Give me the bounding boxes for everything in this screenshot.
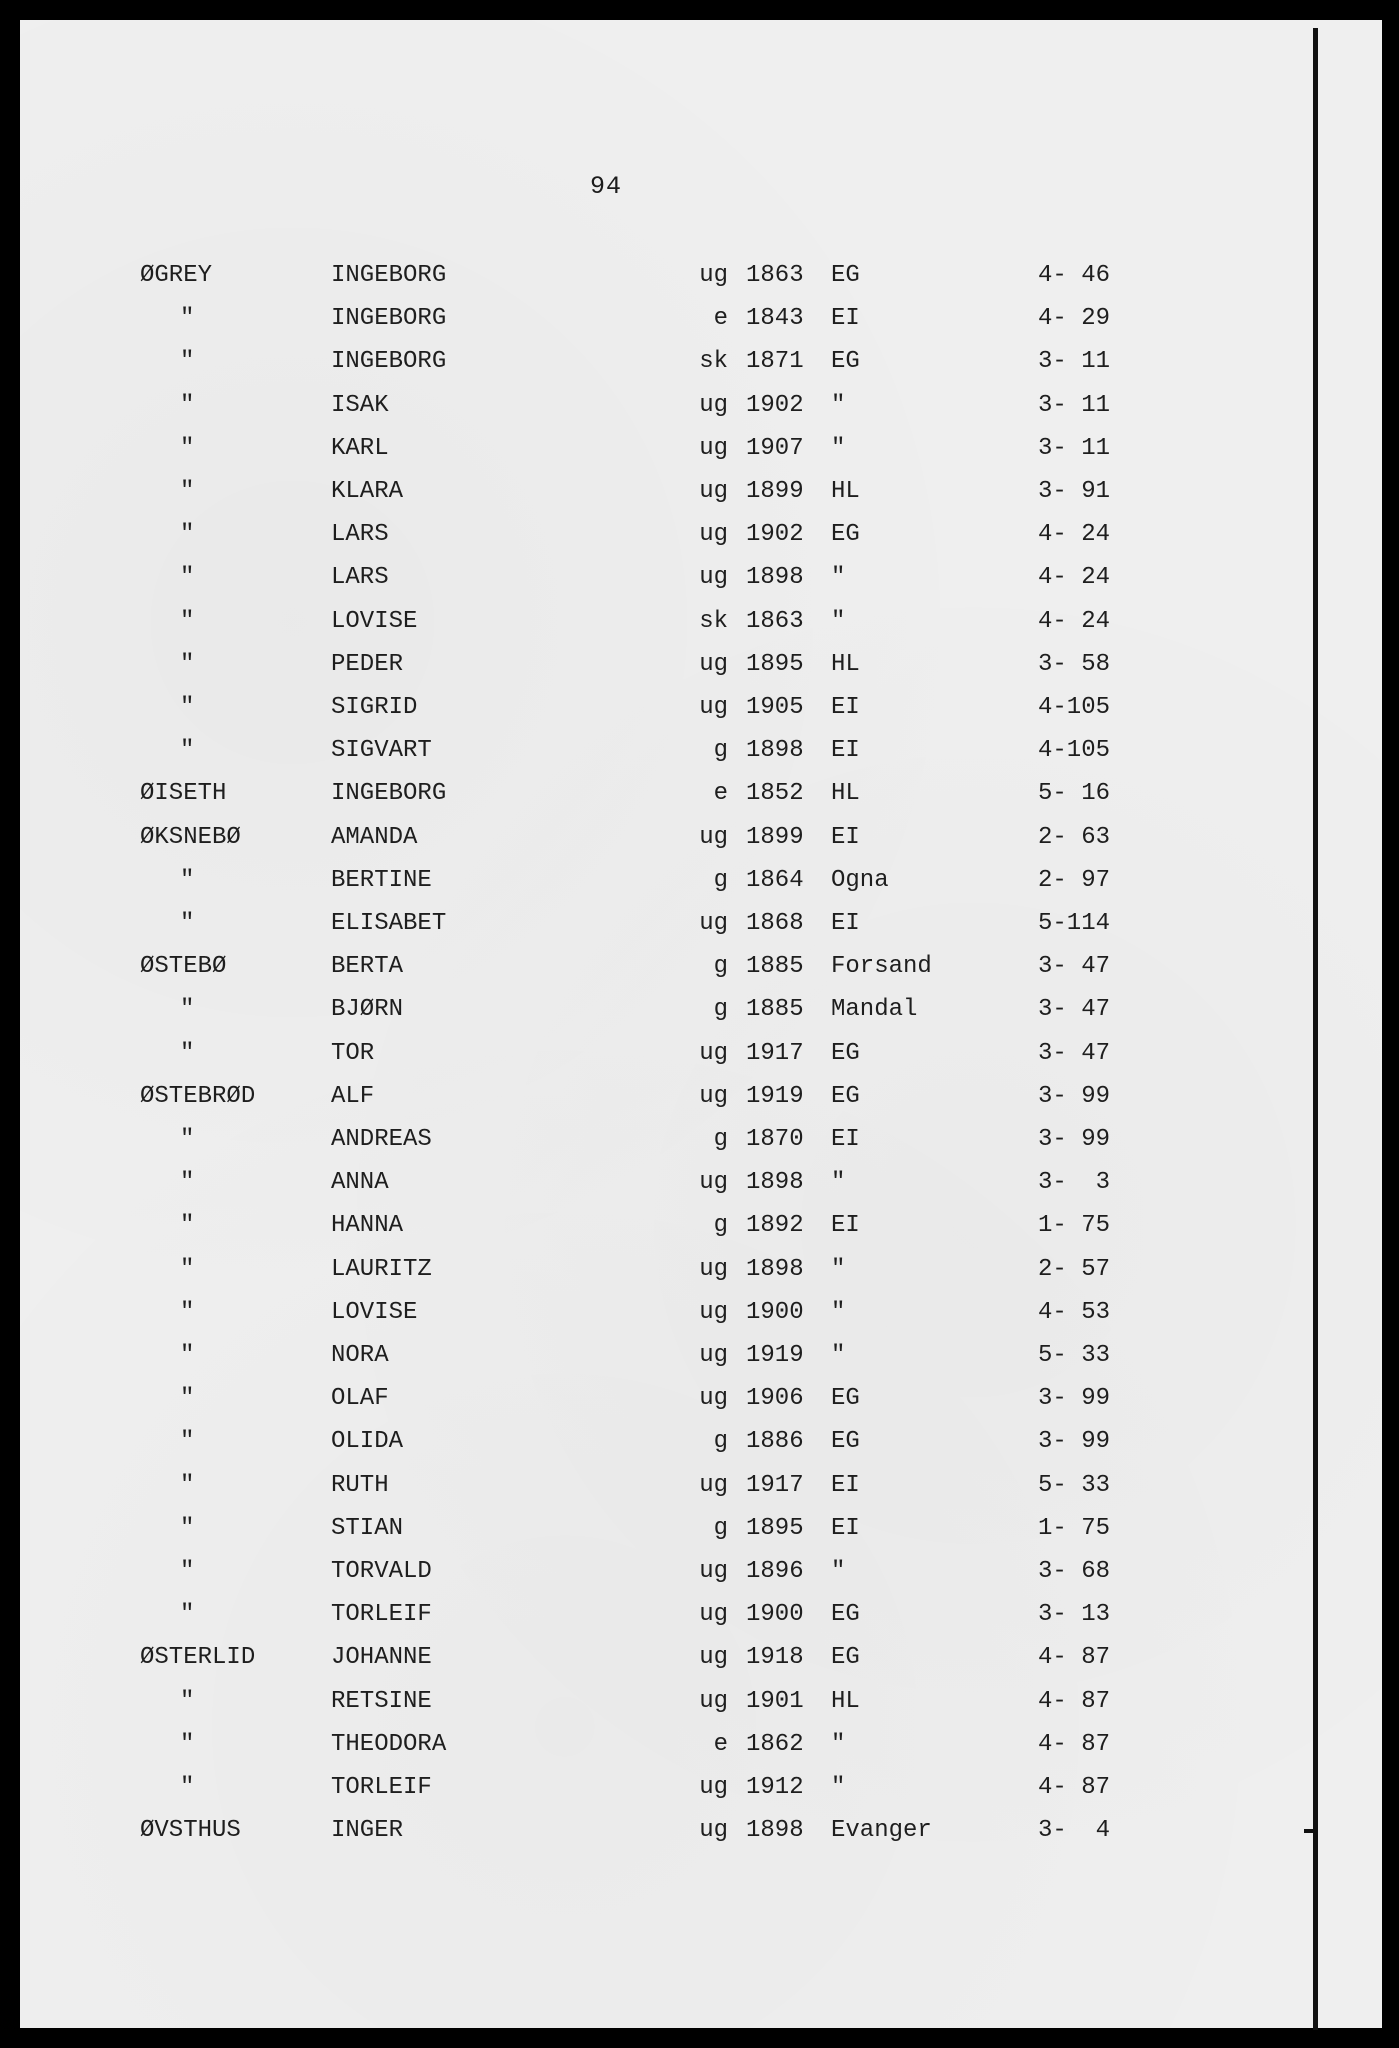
reference-cell: 3- 11 [1037,434,1110,462]
status-cell: ug [699,910,728,937]
reference-cell: 4- 87 [1037,1774,1110,1801]
given-name-cell: PEDER [331,650,404,678]
reference-cell: 4- 24 [1037,521,1110,549]
year-cell: 1912 [746,1774,804,1801]
given-name-cell: OLIDA [331,1428,404,1456]
given-name-cell: ISAK [331,391,389,419]
surname-ditto-mark: " [180,1514,195,1542]
status-cell: ug [699,1817,728,1845]
status-cell: g [713,737,728,765]
status-cell: ug [699,1039,728,1067]
year-cell: 1895 [746,650,804,678]
reference-cell: 5-114 [1037,910,1110,937]
surname-cell: ØVSTHUS [140,1817,241,1845]
place-cell: " [831,1730,846,1758]
year-cell: 1917 [746,1039,804,1067]
surname-ditto-mark: " [180,866,195,894]
status-cell: ug [699,564,728,592]
given-name-cell: ANDREAS [331,1126,432,1153]
surname-ditto-mark: " [180,1601,195,1629]
reference-cell: 1- 75 [1037,1212,1110,1240]
reference-cell: 3- 91 [1037,478,1110,505]
surname-ditto-mark: " [180,1126,195,1153]
surname-ditto-mark: " [180,348,195,376]
given-name-cell: OLAF [331,1385,389,1413]
reference-cell: 3- 47 [1037,996,1110,1024]
place-cell: HL [831,1687,860,1715]
place-cell: EG [831,1601,860,1629]
status-cell: e [713,1730,728,1758]
place-cell: HL [831,478,860,505]
status-cell: ug [699,1169,728,1197]
year-cell: 1885 [746,996,804,1024]
status-cell: sk [699,607,728,635]
surname-ditto-mark: " [180,996,195,1024]
place-cell: HL [831,650,860,678]
surname-ditto-mark: " [180,521,195,549]
place-cell: Ogna [831,866,889,894]
surname-ditto-mark: " [180,1298,195,1326]
given-name-cell: SIGRID [331,694,418,721]
surname-ditto-mark: " [180,1471,195,1499]
place-cell: Evanger [831,1817,932,1845]
place-cell: EG [831,348,860,376]
given-name-cell: STIAN [331,1514,404,1542]
status-cell: e [713,305,728,333]
place-cell: EI [831,305,860,333]
surname-ditto-mark: " [180,1342,195,1369]
reference-cell: 4- 24 [1037,564,1110,592]
year-cell: 1892 [746,1212,804,1240]
status-cell: ug [699,1471,728,1499]
place-cell: EG [831,1385,860,1413]
surname-ditto-mark: " [180,1558,195,1585]
surname-ditto-mark: " [180,1212,195,1240]
reference-cell: 4- 29 [1037,305,1110,333]
year-cell: 1898 [746,1169,804,1197]
surname-cell: ØSTEBRØD [140,1082,256,1110]
surname-ditto-mark: " [180,434,195,462]
year-cell: 1868 [746,910,804,937]
surname-ditto-mark: " [180,1255,195,1283]
place-cell: Mandal [831,996,918,1024]
year-cell: 1864 [746,866,804,894]
place-cell: EI [831,1514,860,1542]
surname-ditto-mark: " [180,1385,195,1413]
reference-cell: 4- 87 [1037,1644,1110,1672]
place-cell: EG [831,521,860,549]
reference-cell: 3- 47 [1037,953,1110,981]
given-name-cell: TORLEIF [331,1601,432,1629]
year-cell: 1902 [746,391,804,419]
surname-ditto-mark: " [180,305,195,333]
given-name-cell: ALF [331,1082,375,1110]
surname-ditto-mark: " [180,607,195,635]
status-cell: ug [699,521,728,549]
given-name-cell: ANNA [331,1169,389,1197]
surname-ditto-mark: " [180,910,195,937]
surname-ditto-mark: " [180,1687,195,1715]
surname-ditto-mark: " [180,564,195,592]
place-cell: EI [831,823,860,851]
year-cell: 1863 [746,607,804,635]
place-cell: " [831,1298,846,1326]
year-cell: 1862 [746,1730,804,1758]
year-cell: 1905 [746,694,804,721]
year-cell: 1899 [746,478,804,505]
given-name-cell: TORVALD [331,1558,432,1585]
surname-ditto-mark: " [180,391,195,419]
year-cell: 1901 [746,1687,804,1715]
place-cell: EI [831,910,860,937]
place-cell: EG [831,1039,860,1067]
page-number: 94 [590,172,623,201]
place-cell: " [831,1342,846,1369]
scan-edge-line [1313,28,1318,2030]
place-cell: " [831,564,846,592]
scan-edge-tick [1304,1829,1316,1833]
status-cell: ug [699,1255,728,1283]
place-cell: EI [831,737,860,765]
given-name-cell: LAURITZ [331,1255,432,1283]
given-name-cell: RETSINE [331,1687,432,1715]
year-cell: 1896 [746,1558,804,1585]
reference-cell: 4- 46 [1037,262,1110,289]
surname-ditto-mark: " [180,1039,195,1067]
given-name-cell: INGEBORG [331,305,447,333]
place-cell: " [831,1774,846,1801]
surname-cell: ØKSNEBØ [140,823,241,851]
surname-cell: ØISETH [140,780,227,808]
year-cell: 1906 [746,1385,804,1413]
reference-cell: 4- 87 [1037,1730,1110,1758]
reference-cell: 4-105 [1037,694,1110,721]
reference-cell: 4-105 [1037,737,1110,765]
status-cell: ug [699,1385,728,1413]
place-cell: " [831,1558,846,1585]
given-name-cell: BERTINE [331,866,432,894]
reference-cell: 2- 57 [1037,1255,1110,1283]
place-cell: " [831,391,846,419]
given-name-cell: INGEBORG [331,780,447,808]
given-name-cell: BJØRN [331,996,404,1024]
status-cell: g [713,1428,728,1456]
reference-cell: 3- 68 [1037,1558,1110,1585]
reference-cell: 4- 24 [1037,607,1110,635]
status-cell: ug [699,391,728,419]
year-cell: 1863 [746,262,804,289]
place-cell: " [831,1169,846,1197]
status-cell: ug [699,1601,728,1629]
surname-cell: ØSTERLID [140,1644,256,1672]
place-cell: EI [831,694,860,721]
year-cell: 1870 [746,1126,804,1153]
surname-ditto-mark: " [180,694,195,721]
status-cell: ug [699,1082,728,1110]
year-cell: 1898 [746,1817,804,1845]
status-cell: g [713,953,728,981]
year-cell: 1898 [746,737,804,765]
reference-cell: 3- 3 [1037,1169,1110,1197]
status-cell: ug [699,1298,728,1326]
status-cell: ug [699,1774,728,1801]
year-cell: 1895 [746,1514,804,1542]
reference-cell: 2- 97 [1037,866,1110,894]
place-cell: EG [831,1428,860,1456]
reference-cell: 3- 4 [1037,1817,1110,1845]
surname-ditto-mark: " [180,1169,195,1197]
reference-cell: 3- 11 [1037,348,1110,376]
given-name-cell: NORA [331,1342,389,1369]
year-cell: 1843 [746,305,804,333]
surname-ditto-mark: " [180,1730,195,1758]
year-cell: 1902 [746,521,804,549]
reference-cell: 3- 99 [1037,1428,1110,1456]
given-name-cell: HANNA [331,1212,404,1240]
year-cell: 1919 [746,1082,804,1110]
place-cell: Forsand [831,953,932,981]
status-cell: sk [699,348,728,376]
place-cell: EI [831,1126,860,1153]
reference-cell: 5- 16 [1037,780,1110,808]
year-cell: 1898 [746,564,804,592]
reference-cell: 4- 53 [1037,1298,1110,1326]
status-cell: g [713,1212,728,1240]
given-name-cell: INGER [331,1817,404,1845]
status-cell: ug [699,434,728,462]
place-cell: EI [831,1212,860,1240]
given-name-cell: KLARA [331,478,404,505]
given-name-cell: RUTH [331,1471,389,1499]
given-name-cell: JOHANNE [331,1644,432,1672]
reference-cell: 4- 87 [1037,1687,1110,1715]
year-cell: 1871 [746,348,804,376]
surname-ditto-mark: " [180,1774,195,1801]
place-cell: EI [831,1471,860,1499]
reference-cell: 3- 11 [1037,391,1110,419]
given-name-cell: LOVISE [331,607,418,635]
given-name-cell: TOR [331,1039,375,1067]
reference-cell: 5- 33 [1037,1342,1110,1369]
place-cell: HL [831,780,860,808]
status-cell: g [713,866,728,894]
place-cell: " [831,1255,846,1283]
given-name-cell: TORLEIF [331,1774,432,1801]
year-cell: 1852 [746,780,804,808]
surname-cell: ØGREY [140,262,213,289]
reference-cell: 5- 33 [1037,1471,1110,1499]
status-cell: ug [699,694,728,721]
place-cell: " [831,607,846,635]
place-cell: EG [831,1082,860,1110]
given-name-cell: AMANDA [331,823,418,851]
year-cell: 1907 [746,434,804,462]
year-cell: 1885 [746,953,804,981]
status-cell: g [713,996,728,1024]
status-cell: ug [699,1558,728,1585]
given-name-cell: THEODORA [331,1730,447,1758]
year-cell: 1900 [746,1601,804,1629]
status-cell: ug [699,1687,728,1715]
status-cell: g [713,1126,728,1153]
given-name-cell: BERTA [331,953,404,981]
reference-cell: 2- 63 [1037,823,1110,851]
status-cell: ug [699,650,728,678]
reference-cell: 3- 13 [1037,1601,1110,1629]
place-cell: " [831,434,846,462]
year-cell: 1918 [746,1644,804,1672]
reference-cell: 3- 99 [1037,1385,1110,1413]
year-cell: 1919 [746,1342,804,1369]
reference-cell: 3- 99 [1037,1126,1110,1153]
reference-cell: 3- 99 [1037,1082,1110,1110]
year-cell: 1900 [746,1298,804,1326]
year-cell: 1899 [746,823,804,851]
surname-ditto-mark: " [180,478,195,505]
given-name-cell: ELISABET [331,910,447,937]
given-name-cell: LARS [331,521,389,549]
surname-ditto-mark: " [180,737,195,765]
reference-cell: 3- 47 [1037,1039,1110,1067]
status-cell: ug [699,262,728,289]
given-name-cell: INGEBORG [331,348,447,376]
reference-cell: 1- 75 [1037,1514,1110,1542]
status-cell: ug [699,1644,728,1672]
place-cell: EG [831,1644,860,1672]
status-cell: g [713,1514,728,1542]
year-cell: 1917 [746,1471,804,1499]
year-cell: 1886 [746,1428,804,1456]
given-name-cell: KARL [331,434,389,462]
reference-cell: 3- 58 [1037,650,1110,678]
given-name-cell: LOVISE [331,1298,418,1326]
place-cell: EG [831,262,860,289]
year-cell: 1898 [746,1255,804,1283]
status-cell: ug [699,823,728,851]
surname-ditto-mark: " [180,650,195,678]
surname-ditto-mark: " [180,1428,195,1456]
surname-cell: ØSTEBØ [140,953,227,981]
given-name-cell: SIGVART [331,737,432,765]
status-cell: ug [699,1342,728,1369]
status-cell: ug [699,478,728,505]
given-name-cell: LARS [331,564,389,592]
status-cell: e [713,780,728,808]
given-name-cell: INGEBORG [331,262,447,289]
